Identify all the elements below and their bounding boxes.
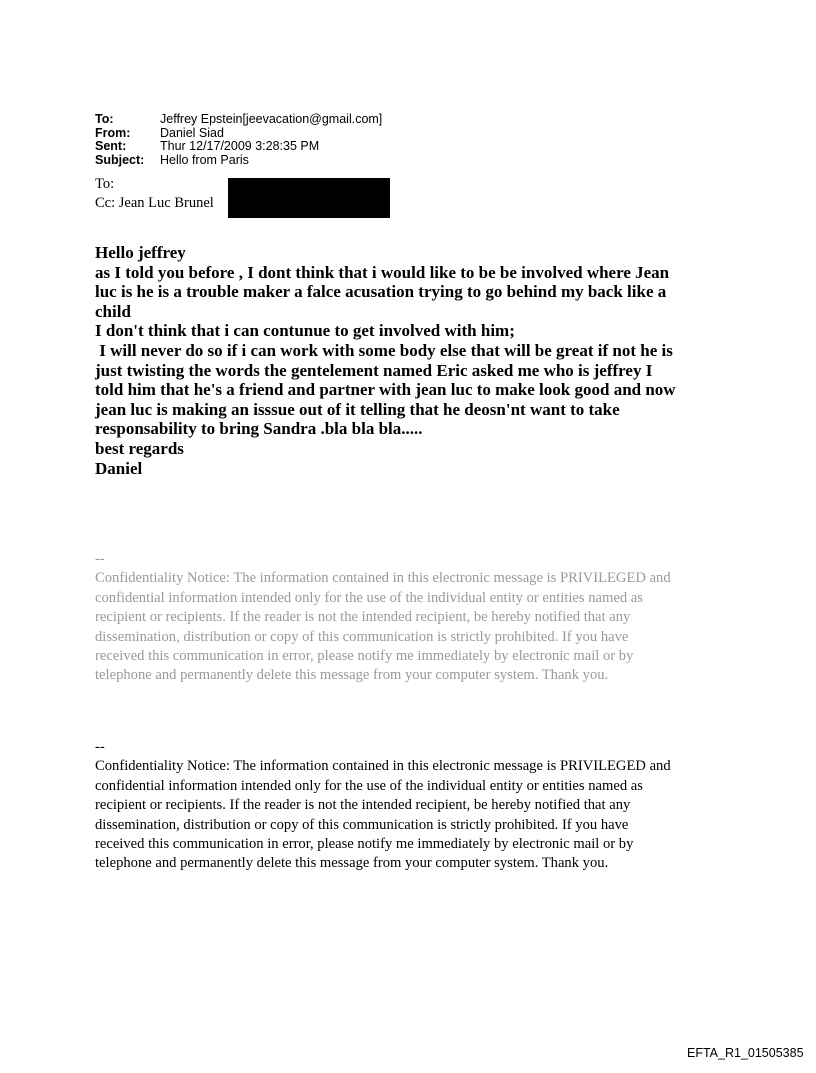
recipient-cc: Cc: Jean Luc Brunel xyxy=(95,195,214,211)
text-line: as I told you before , I dont think that i would like to be be involved where Jean xyxy=(95,262,670,282)
confidentiality-notice-gray xyxy=(95,550,671,686)
text-line: I don't think that i can contunue to get involved with him; xyxy=(95,321,515,341)
text-line: told him that he's a friend and partner with jean luc to make look good and now xyxy=(95,380,676,400)
text-line: responsability to bring Sandra .bla bla bla..... xyxy=(95,419,423,439)
text-line: luc is he is a trouble maker a falce acusation trying to go behind my back like a xyxy=(95,282,667,302)
text-line: just twisting the words the gentelement named Eric asked me who is jeffrey I xyxy=(95,360,653,380)
email-header xyxy=(95,113,382,167)
text-line: -- xyxy=(95,739,105,755)
text-line: confidential information intended only for the use of the individual entity or entities named as xyxy=(95,589,643,606)
to-value: Jeffrey Epstein[jeevacation@gmail.com] xyxy=(160,112,383,126)
text-line: received this communication in error, please notify me immediately by electronic mail or by xyxy=(95,648,634,665)
subject-label: Subject: xyxy=(95,152,145,167)
text-line: recipient or recipients. If the reader is not the intended recipient, be hereby notified that any xyxy=(95,609,631,626)
text-line: dissemination, distribution or copy of this communication is strictly prohibited. If you have xyxy=(95,816,629,833)
text-line: telephone and permanently delete this message from your computer system. Thank you. xyxy=(95,855,609,872)
text-line: best regards xyxy=(95,438,184,458)
document-id: EFTA_R1_01505385 xyxy=(687,1046,804,1060)
text-line: Hello jeffrey xyxy=(95,243,186,262)
sent-value: Thur 12/17/2009 3:28:35 PM xyxy=(160,139,320,153)
text-line: child xyxy=(95,301,131,321)
recipients-block xyxy=(95,175,214,213)
text-line: Confidentiality Notice: The information contained in this electronic message is PRIVILEGED and xyxy=(95,570,671,587)
text-line: Daniel xyxy=(95,458,143,478)
header-subject-row xyxy=(95,154,382,168)
redaction-box xyxy=(228,178,390,218)
header-sent-row xyxy=(95,140,382,154)
text-line: recipient or recipients. If the reader is not the intended recipient, be hereby notified that any xyxy=(95,797,631,814)
from-value: Daniel Siad xyxy=(160,125,224,140)
header-from-row xyxy=(95,127,382,141)
sent-label: Sent: xyxy=(95,139,127,153)
text-line: received this communication in error, please notify me immediately by electronic mail or by xyxy=(95,836,634,853)
confidentiality-notice xyxy=(95,738,671,874)
text-line: confidential information intended only for the use of the individual entity or entities named as xyxy=(95,777,643,794)
text-line: telephone and permanently delete this message from your computer system. Thank you. xyxy=(95,667,609,684)
text-line: Confidentiality Notice: The information contained in this electronic message is PRIVILEGED and xyxy=(95,758,671,775)
subject-value: Hello from Paris xyxy=(160,152,249,167)
message-body xyxy=(95,243,676,478)
from-label: From: xyxy=(95,125,131,140)
to-label: To: xyxy=(95,112,114,126)
text-line: I will never do so if i can work with some body else that will be great if not he is xyxy=(95,340,673,360)
text-line: jean luc is making an isssue out of it telling that he deosn'nt want to take xyxy=(95,399,620,419)
text-line: dissemination, distribution or copy of this communication is strictly prohibited. If you have xyxy=(95,628,629,645)
header-to-row xyxy=(95,113,382,127)
recipient-to: To: xyxy=(95,176,115,192)
text-line: -- xyxy=(95,551,105,567)
